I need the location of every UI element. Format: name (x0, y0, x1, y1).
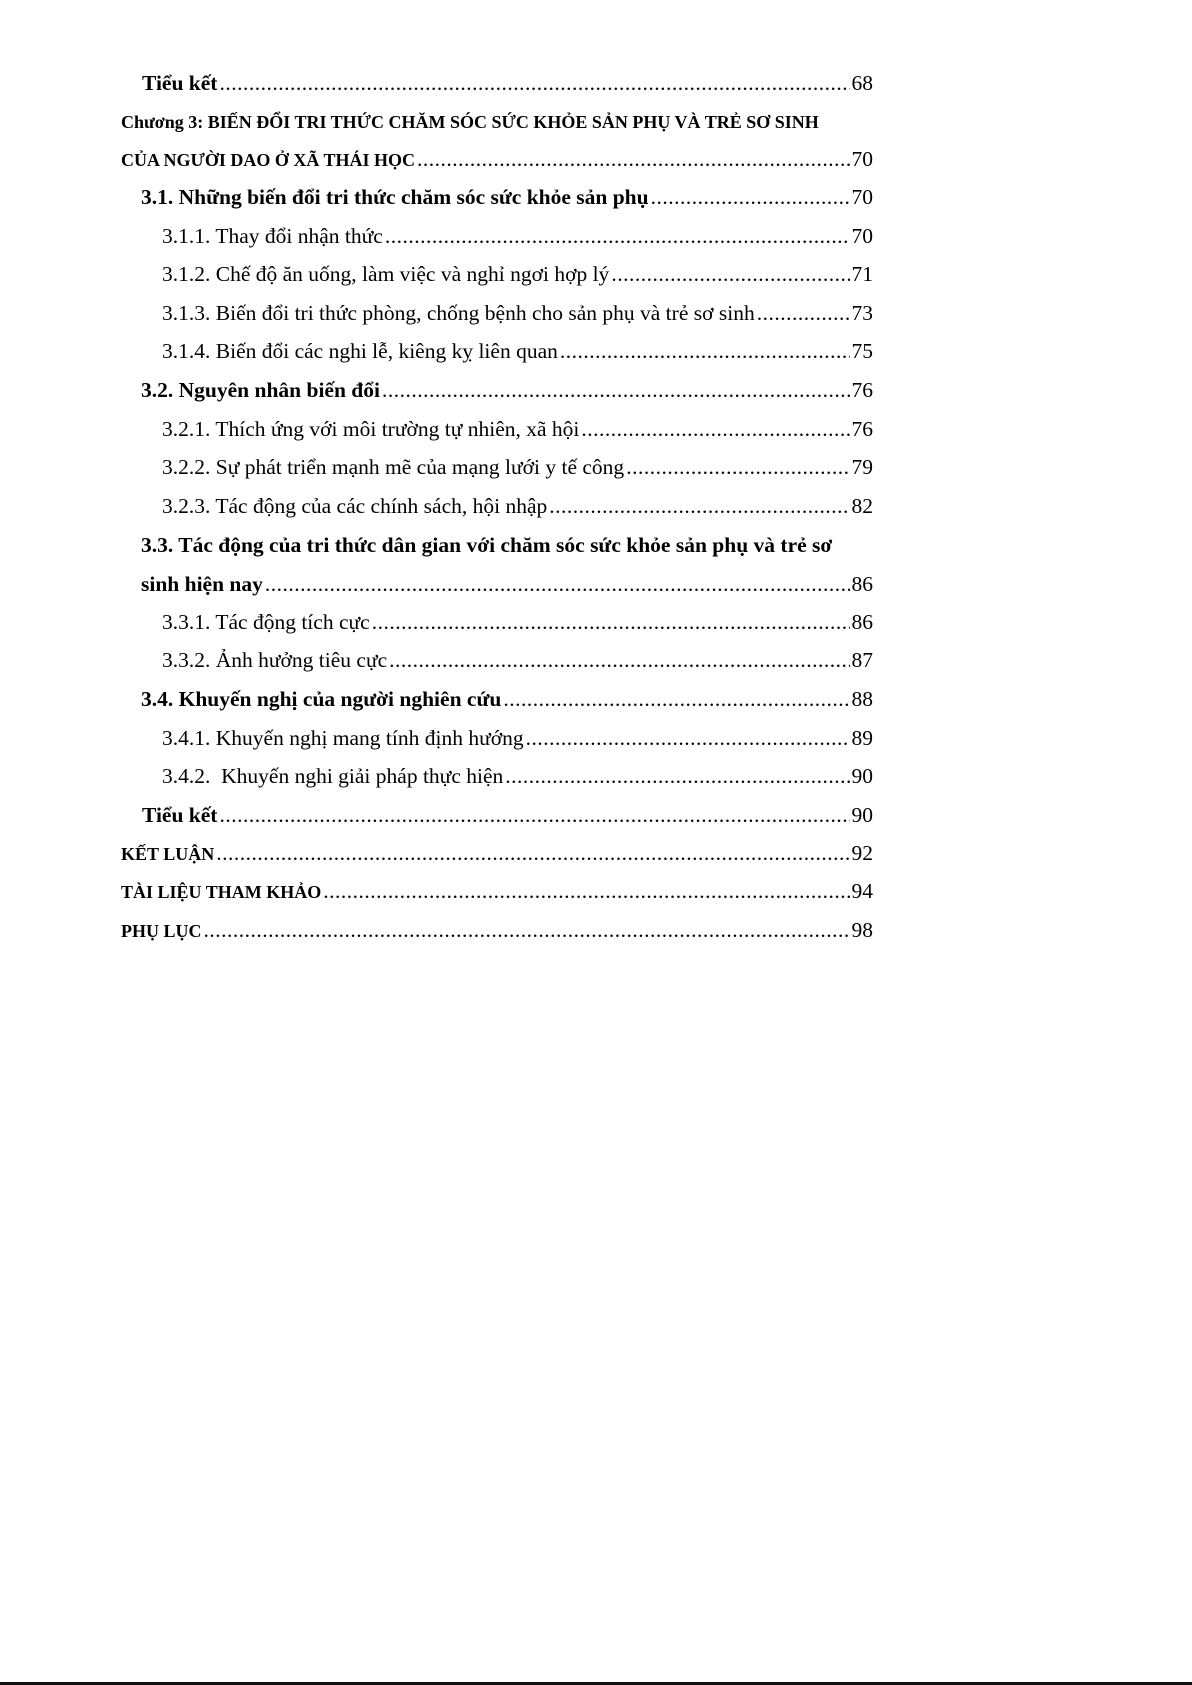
toc-dot-leader (219, 805, 849, 827)
toc-section-3-3-line1 (141, 535, 832, 557)
toc-entry-3-1 (141, 187, 873, 209)
toc-entry-3-3-1 (162, 612, 873, 634)
toc-entry-text: CỦA NGƯỜI DAO Ở XÃ THÁI HỌC (121, 150, 416, 170)
toc-page-number: 79 (851, 455, 873, 479)
toc-dot-leader (372, 612, 850, 634)
toc-page-number: 98 (851, 918, 873, 942)
toc-dot-leader (651, 187, 850, 209)
toc-entry-3-2 (141, 380, 873, 402)
toc-dot-leader (323, 881, 849, 903)
toc-entry-3-2-2 (162, 457, 873, 479)
toc-entry-tai-lieu-tham-khao (121, 881, 873, 903)
toc-page-number: 88 (851, 687, 873, 711)
toc-page-number: 70 (851, 147, 873, 171)
toc-entry-text: 3.3.2. Ảnh hưởng tiêu cực (162, 648, 388, 672)
toc-entry-3-4 (141, 689, 873, 711)
toc-entry-3-1-1 (162, 226, 873, 248)
toc-page-number: 94 (851, 879, 873, 903)
toc-dot-leader (626, 457, 849, 479)
toc-entry-text: 3.2. Nguyên nhân biến đổi (141, 378, 380, 402)
toc-entry-text-line1: Chương 3: BIẾN ĐỔI TRI THỨC CHĂM SÓC SỨC KHỎE SẢN PHỤ VÀ TRẺ SƠ SINH (121, 112, 819, 132)
toc-entry-text: TÀI LIỆU THAM KHẢO (121, 882, 322, 902)
toc-page-number: 87 (851, 648, 873, 672)
toc-page-number: 86 (851, 572, 873, 596)
toc-dot-leader (526, 728, 850, 750)
toc-entry-text: Tiểu kết (142, 71, 218, 95)
toc-chapter-3-line1 (121, 113, 819, 131)
toc-dot-leader (216, 843, 849, 865)
toc-dot-leader (549, 496, 849, 518)
toc-page-number: 73 (851, 301, 873, 325)
toc-entry-text: PHỤ LỤC (121, 921, 202, 941)
toc-page-number: 76 (851, 417, 873, 441)
toc-entry-3-1-4 (162, 341, 873, 363)
toc-entry-text: 3.1.4. Biến đổi các nghi lễ, kiêng kỵ liên quan (162, 339, 558, 363)
toc-dot-leader (389, 650, 849, 672)
toc-dot-leader (757, 303, 850, 325)
toc-page-number: 71 (851, 262, 873, 286)
toc-entry-phu-luc (121, 920, 873, 942)
toc-entry-text: 3.1. Những biến đổi tri thức chăm sóc sức khỏe sản phụ (141, 185, 649, 209)
toc-page-number: 75 (851, 339, 873, 363)
toc-entry-text-line1: 3.3. Tác động của tri thức dân gian với chăm sóc sức khỏe sản phụ và trẻ sơ (141, 533, 833, 557)
toc-entry-text: KẾT LUẬN (121, 844, 215, 864)
toc-entry-tieu-ket-2 (142, 805, 873, 827)
toc-entry-3-1-3 (162, 303, 873, 325)
toc-entry-3-3-2 (162, 650, 873, 672)
toc-dot-leader (265, 574, 850, 596)
toc-entry-text: 3.1.3. Biến đổi tri thức phòng, chống bệnh cho sản phụ và trẻ sơ sinh (162, 301, 755, 325)
toc-entry-3-4-1 (162, 728, 873, 750)
toc-page-number: 76 (851, 378, 873, 402)
toc-page-number: 70 (851, 185, 873, 209)
toc-entry-3-1-2 (162, 264, 873, 286)
toc-page-number: 92 (851, 841, 873, 865)
toc-dot-leader (385, 226, 850, 248)
toc-entry-chapter-3 (121, 149, 873, 171)
toc-dot-leader (581, 419, 849, 441)
toc-page-number: 82 (851, 494, 873, 518)
toc-dot-leader (505, 766, 849, 788)
toc-page-number: 89 (851, 726, 873, 750)
toc-entry-tieu-ket-1 (142, 73, 873, 95)
toc-entry-3-2-1 (162, 419, 873, 441)
toc-entry-ket-luan (121, 843, 873, 865)
toc-page-number: 70 (851, 224, 873, 248)
toc-page-number: 68 (851, 71, 873, 95)
toc-page-number: 90 (851, 803, 873, 827)
toc-entry-text: 3.4. Khuyến nghị của người nghiên cứu (141, 687, 502, 711)
toc-dot-leader (560, 341, 850, 363)
toc-entry-text: 3.1.2. Chế độ ăn uống, làm việc và nghỉ ngơi hợp lý (162, 262, 610, 286)
toc-entry-text: 3.2.3. Tác động của các chính sách, hội nhập (162, 494, 548, 518)
toc-entry-text: 3.4.1. Khuyến nghị mang tính định hướng (162, 726, 524, 750)
toc-page-number: 90 (851, 764, 873, 788)
toc-entry-text: 3.2.2. Sự phát triển mạnh mẽ của mạng lưới y tế công (162, 455, 625, 479)
toc-entry-text: 3.1.1. Thay đổi nhận thức (162, 224, 383, 248)
toc-dot-leader (417, 149, 849, 171)
toc-entry-3-3 (141, 574, 873, 596)
toc-entry-3-2-3 (162, 496, 873, 518)
toc-dot-leader (503, 689, 849, 711)
toc-entry-3-4-2 (162, 766, 873, 788)
toc-page-number: 86 (851, 610, 873, 634)
toc-entry-text: sinh hiện nay (141, 572, 263, 596)
toc-entry-text: 3.3.1. Tác động tích cực (162, 610, 370, 634)
toc-entry-text: Tiểu kết (142, 803, 218, 827)
toc-entry-text: 3.2.1. Thích ứng với môi trường tự nhiên, xã hội (162, 417, 580, 441)
toc-dot-leader (204, 920, 850, 942)
toc-dot-leader (219, 73, 849, 95)
toc-dot-leader (611, 264, 849, 286)
toc-dot-leader (382, 380, 850, 402)
toc-entry-text: 3.4.2. Khuyến nghi giải pháp thực hiện (162, 764, 504, 788)
